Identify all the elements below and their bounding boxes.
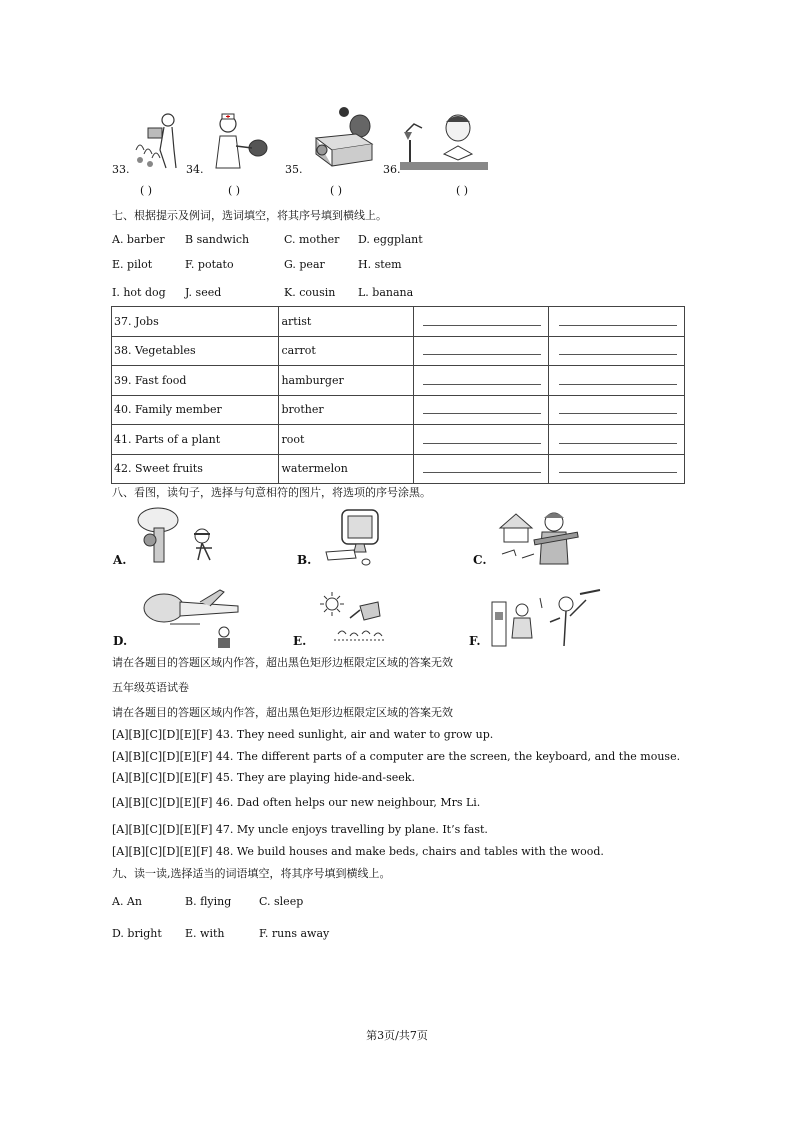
category-cell: 39. Fast food [112, 366, 279, 396]
section7-option: A. barber [112, 233, 165, 246]
category-cell: 37. Jobs [112, 307, 279, 337]
section7-option: F. potato [185, 258, 234, 271]
example-cell: hamburger [279, 366, 414, 396]
section7-option: C. mother [284, 233, 340, 246]
example-cell: root [279, 425, 414, 455]
sun-watering-plants-picture [320, 592, 388, 647]
example-cell: carrot [279, 336, 414, 366]
answer-blank[interactable] [423, 413, 541, 414]
answer-blank[interactable] [559, 384, 677, 385]
table-row [112, 425, 685, 455]
section9-option: A. An [112, 895, 142, 908]
hide-and-seek-picture [132, 506, 224, 569]
table-row [112, 307, 685, 337]
section9-option: B. flying [185, 895, 232, 908]
answer-cell[interactable] [549, 336, 685, 366]
answer-blank[interactable] [423, 472, 541, 473]
section8-title: 八、看图，读句子，选择与句意相符的图片，将选项的序号涂黑。 [112, 486, 431, 499]
answer-blank[interactable] [423, 443, 541, 444]
question-45[interactable]: [A][B][C][D][E][F] 45. They are playing hide-and-seek. [112, 771, 415, 784]
section7-option: I. hot dog [112, 286, 166, 299]
answer-area-notice: 请在各题目的答题区域内作答，超出黑色矩形边框限定区域的答案无效 [112, 706, 453, 719]
picture-option-label[interactable]: D. [113, 634, 128, 648]
section7-option: K. cousin [284, 286, 336, 299]
table-row [112, 454, 685, 484]
answer-blank[interactable] [423, 325, 541, 326]
paper-title: 五年级英语试卷 [112, 681, 189, 694]
answer-paren[interactable]: ( ) [228, 184, 241, 197]
section7-option: E. pilot [112, 258, 153, 271]
question-number: 36. [383, 163, 401, 176]
picture-option-label[interactable]: E. [293, 634, 307, 648]
airplane-traveller-picture [140, 588, 244, 651]
category-cell: 40. Family member [112, 395, 279, 425]
table-row [112, 395, 685, 425]
section9-option: F. runs away [259, 927, 330, 940]
question-number: 35. [285, 163, 303, 176]
example-cell: watermelon [279, 454, 414, 484]
section7-option: H. stem [358, 258, 402, 271]
question-44[interactable]: [A][B][C][D][E][F] 44. The different parts of a computer are the screen, the keyboard, and the mouse. [112, 750, 681, 763]
boy-reading-book-picture [400, 110, 488, 175]
answer-cell[interactable] [549, 425, 685, 455]
section7-option: J. seed [185, 286, 222, 299]
section7-option: L. banana [358, 286, 414, 299]
category-cell: 41. Parts of a plant [112, 425, 279, 455]
question-48[interactable]: [A][B][C][D][E][F] 48. We build houses and make beds, chairs and tables with the wood. [112, 845, 604, 858]
picture-option-label[interactable]: C. [473, 553, 487, 567]
answer-paren[interactable]: ( ) [140, 184, 153, 197]
section7-option: D. eggplant [358, 233, 423, 246]
answer-blank[interactable] [559, 443, 677, 444]
question-number: 34. [186, 163, 204, 176]
nurse-feeding-patient-picture [206, 112, 272, 173]
category-cell: 38. Vegetables [112, 336, 279, 366]
worker-with-wood-picture [494, 506, 580, 569]
answer-cell[interactable] [549, 395, 685, 425]
answer-paren[interactable]: ( ) [330, 184, 343, 197]
answer-blank[interactable] [559, 325, 677, 326]
answer-blank[interactable] [423, 354, 541, 355]
example-cell: artist [279, 307, 414, 337]
answer-cell[interactable] [414, 366, 549, 396]
section9-option: C. sleep [259, 895, 304, 908]
answer-cell[interactable] [549, 366, 685, 396]
section9-option: D. bright [112, 927, 162, 940]
answer-cell[interactable] [414, 336, 549, 366]
section9-option: E. with [185, 927, 225, 940]
category-cell: 42. Sweet fruits [112, 454, 279, 484]
answer-blank[interactable] [559, 413, 677, 414]
computer-picture [322, 506, 384, 569]
picture-option-label[interactable]: F. [469, 634, 481, 648]
picture-option-label[interactable]: A. [113, 553, 127, 567]
section7-option: G. pear [284, 258, 325, 271]
table-row [112, 366, 685, 396]
answer-cell[interactable] [414, 395, 549, 425]
example-cell: brother [279, 395, 414, 425]
section7-title: 七、根据提示及例词，选词填空，将其序号填到横线上。 [112, 209, 387, 222]
word-sorting-table [111, 306, 685, 484]
question-43[interactable]: [A][B][C][D][E][F] 43. They need sunlight, air and water to grow up. [112, 728, 494, 741]
answer-blank[interactable] [559, 354, 677, 355]
picture-option-label[interactable]: B. [297, 553, 312, 567]
page-footer: 第3页/共7页 [366, 1029, 428, 1042]
answer-cell[interactable] [549, 307, 685, 337]
helping-neighbour-picture [490, 588, 602, 651]
answer-cell[interactable] [414, 307, 549, 337]
answer-blank[interactable] [559, 472, 677, 473]
question-46[interactable]: [A][B][C][D][E][F] 46. Dad often helps our new neighbour, Mrs Li. [112, 796, 481, 809]
answer-cell[interactable] [414, 454, 549, 484]
answer-area-notice: 请在各题目的答题区域内作答，超出黑色矩形边框限定区域的答案无效 [112, 656, 453, 669]
answer-paren[interactable]: ( ) [456, 184, 469, 197]
answer-cell[interactable] [414, 425, 549, 455]
question-number: 33. [112, 163, 130, 176]
table-row [112, 336, 685, 366]
section7-option: B sandwich [185, 233, 250, 246]
boy-opening-box-picture [306, 104, 376, 173]
answer-blank[interactable] [423, 384, 541, 385]
question-47[interactable]: [A][B][C][D][E][F] 47. My uncle enjoys travelling by plane. It’s fast. [112, 823, 488, 836]
answer-cell[interactable] [549, 454, 685, 484]
child-watering-plants-picture [130, 110, 182, 175]
section9-title: 九、读一读,选择适当的词语填空，将其序号填到横线上。 [112, 867, 391, 880]
